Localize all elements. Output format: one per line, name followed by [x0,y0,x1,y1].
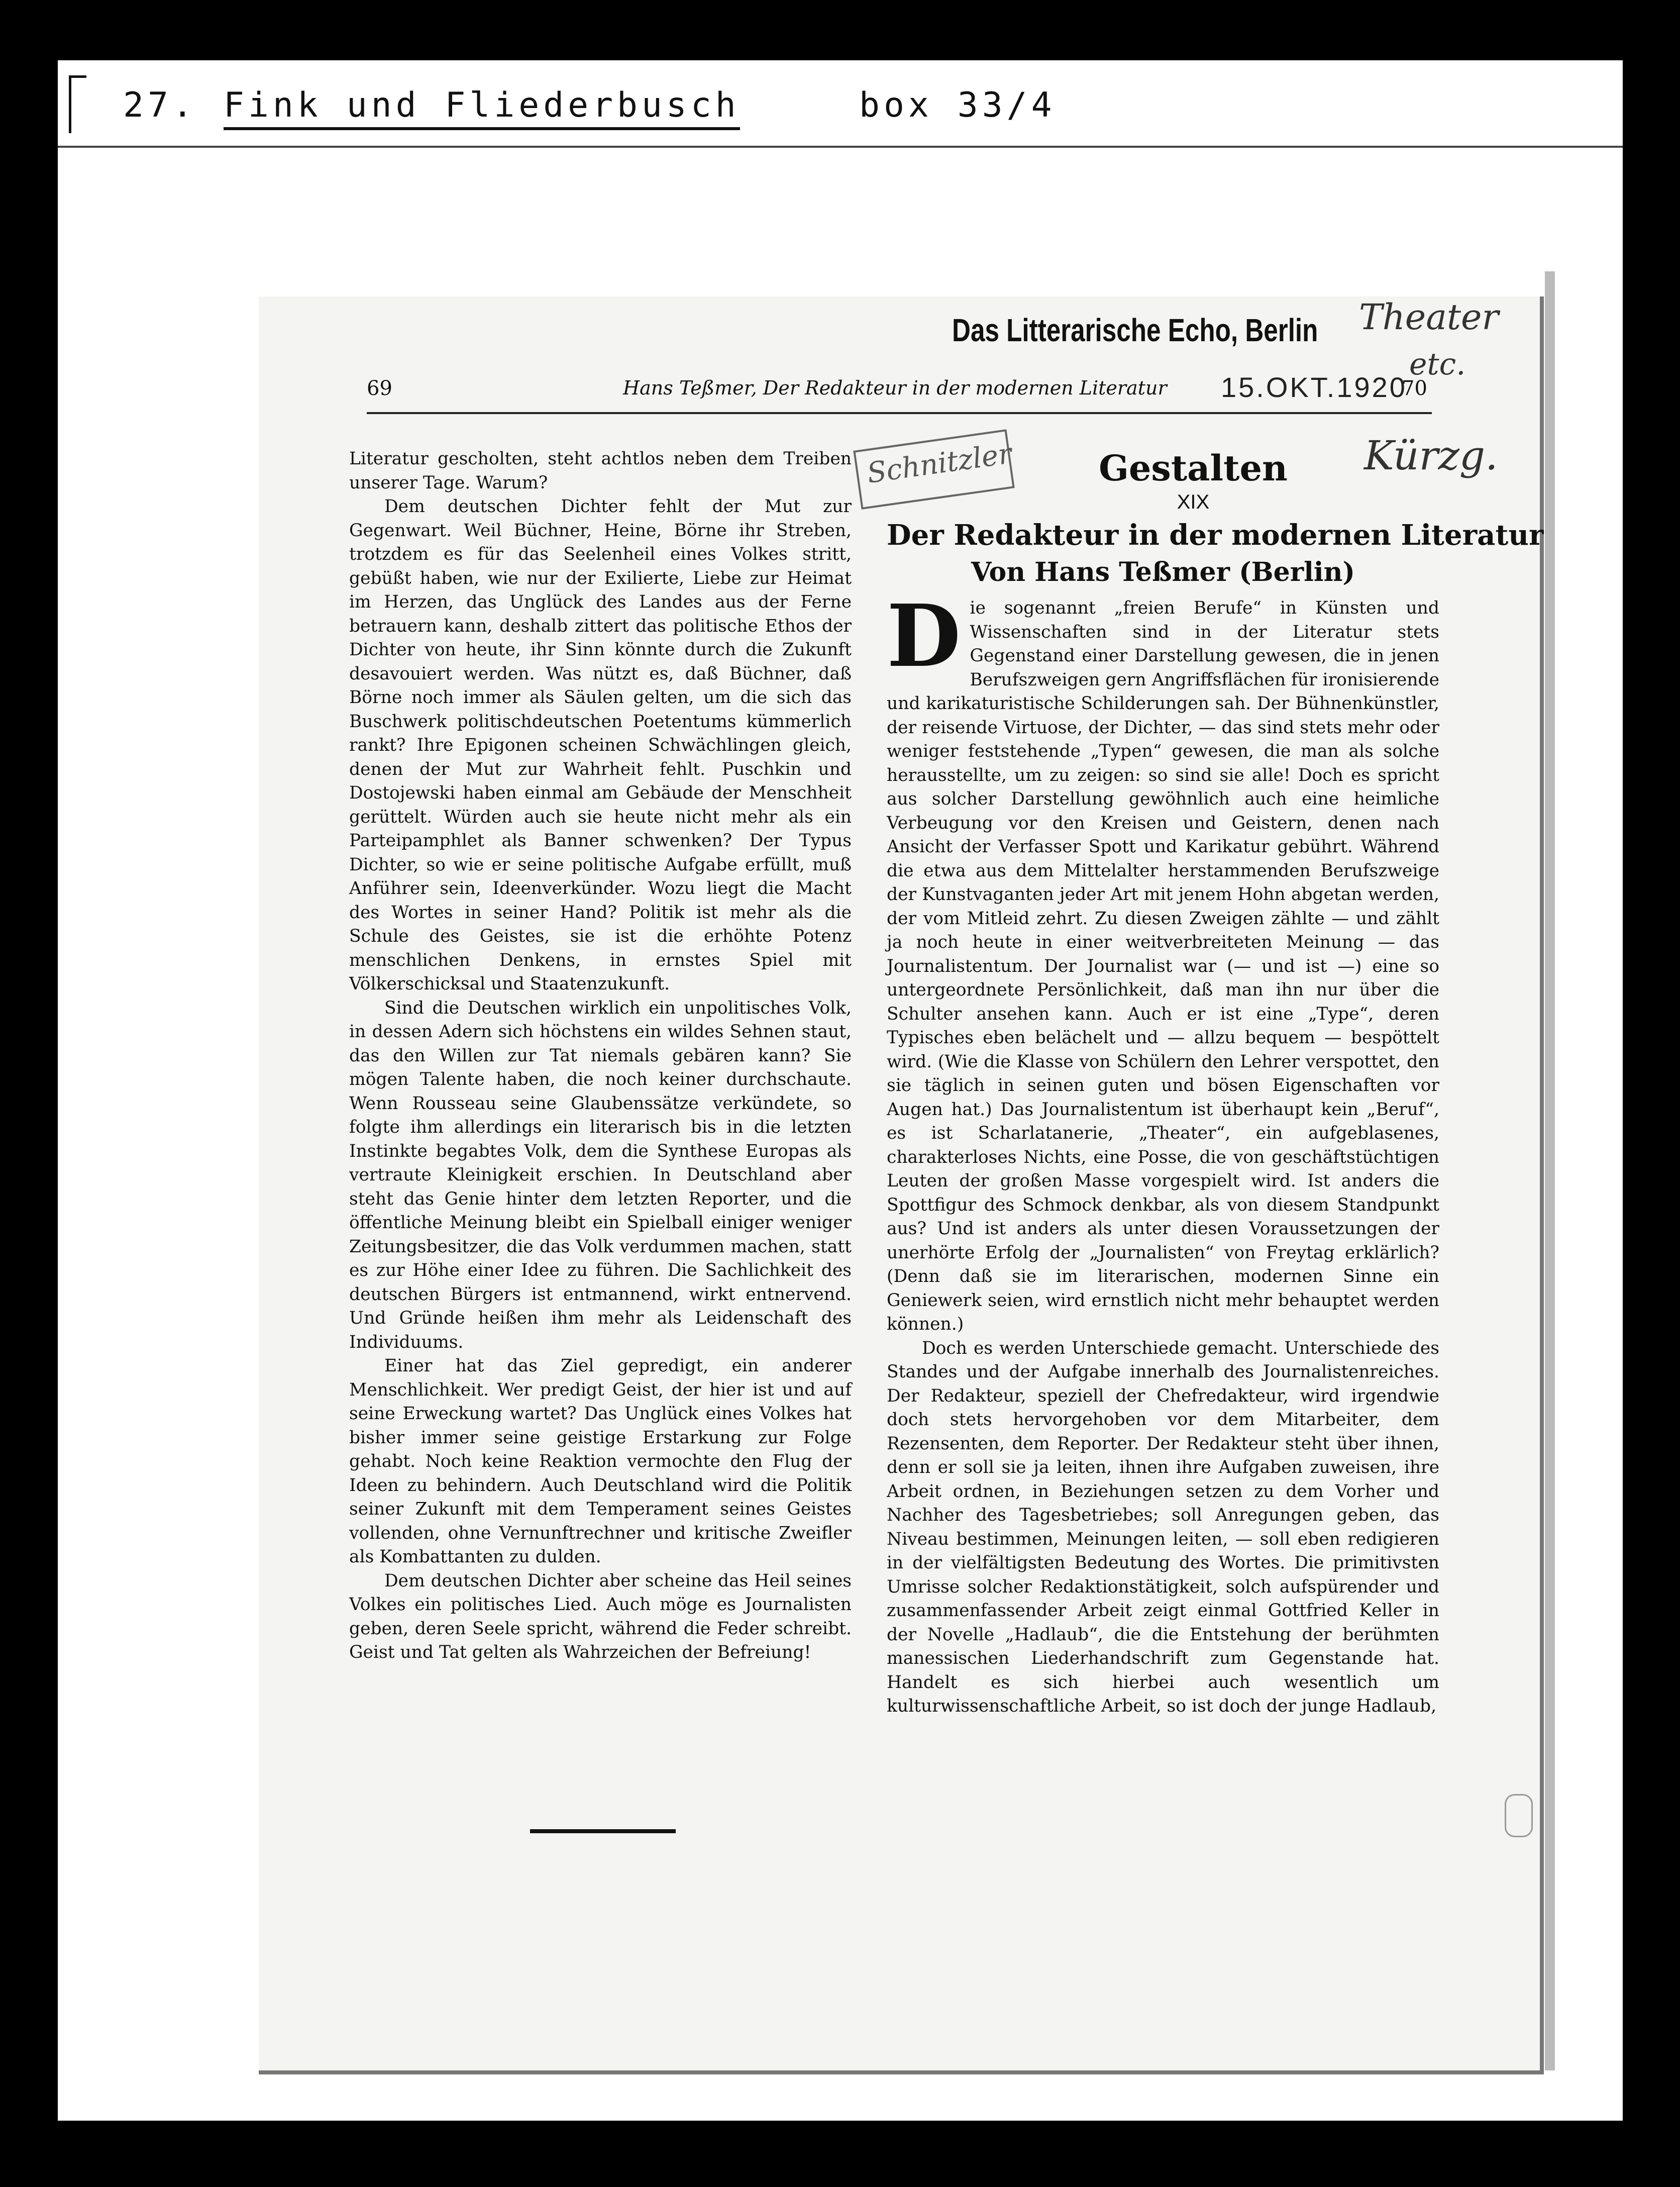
clipping-shadow [1545,271,1555,2070]
left-paragraph: Dem deutschen Dichter fehlt der Mut zur Gegenwart. Weil Büchner, Heine, Börne ihr Streben, trotzdem es für das Seelenheil eines Volkes stritt, gebüßt haben, wie nur der Exilierte, Liebe zur Heimat im Herzen, das Unglück des Landes aus der Ferne betrauern kann, deshalb zittert das politische Ethos der Dichter von heute, ihr Sinn könnte durch die Zukunft desavouiert werden. Was nützt es, daß Büchner, daß Börne noch immer als Säulen gelten, um die sich das Buschwerk politischdeutschen Poetentums kümmerlich rankt? Ihre Epigonen scheinen Schwächlingen gleich, denen der Mut zur Wahrheit fehlt. Puschkin und Dostojewski haben einmal am Gebäude der Menschheit gerüttelt. Würden auch sie heute nicht mehr als ein Parteipamphlet als Banner schwenken? Der Typus Dichter, so wie er seine politische Aufgabe erfüllt, muß Anführer sein, Ideenverkünder. Wozu liegt die Macht des Wortes in seiner Hand? Politik ist mehr als die Schule des Geistes, sie ist die erhöhte Potenz menschlichen Denkens, in ernstes Spiel mit Völkerschicksal und Staatenzukunft. [349,496,852,994]
label-number: 27. [123,85,197,125]
article-series: XIX [1177,491,1210,513]
page-number-right: 70 [1402,377,1427,400]
article-body [887,586,1439,1719]
handwritten-note: Kürzg. [1364,432,1498,479]
left-paragraph: Dem deutschen Dichter aber scheine das Heil seines Volkes ein politisches Lied. Auch möge es Journalisten geben, deren Seele spricht, während die Feder schreibt. Geist und Tat gelten als Wahrzeichen der Befreiung! [349,1570,852,1662]
right-paragraph: ie sogenannt „freien Berufe“ in Künsten und Wissenschaften sind in der Literatur stets Gegenstand einer Darstellung gewesen, die in jenen Berufszweigen gern Angriffsflächen für ironisierende und karikaturistische Schilderungen sah. Der Bühnenkünstler, der reisende Virtuose, der Dichter, — das sind stets mehr oder weniger feststehende „Typen“ gewesen, die man als solche herausstellte, um zu zeigen: so sind sie alle! Doch es spricht aus solcher Darstellung gewöhnlich auch eine heimliche Verbeugung vor den Kreisen und Geistern, denen nach Ansicht der Verfasser Spott und Karikatur gebührt. Während die etwa aus dem Mittelalter herstammenden Berufszweige der Kunstvaganten jeder Art mit jenem Hohn abgetan werden, der vom Mitleid zehrt. Zu diesen Zweigen zählte — und zählt ja noch heute in einer weitverbreiteten Meinung — das Journalistentum. Der Journalist war (— und ist —) eine so untergeordnete Persönlichkeit, daß man ihn nur über die Schulter ansehen kann. Auch er ist eine „Type“, deren Typisches eben belächelt und — allzu bequem — bespöttelt wird. (Wie die Klasse von Schülern den Lehrer verspottet, den sie täglich in seinen guten und bösen Eigenschaften vor Augen hat.) Das Journalistentum ist überhaupt kein „Beruf“, es ist Scharlatanerie, „Theater“, ein aufgeblasenes, charakterloses Nichts, eine Posse, die von geschäftstüchtigen Leuten der großen Masse vorgespielt wird. Ist anders die Spottfigur des Schmock denkbar, als von diesem Standpunkt aus? Und ist anders als unter diesen Voraussetzungen der unerhörte Erfolg der „Journalisten“ von Freytag erklärlich? (Denn daß sie im literarischen, modernen Sinne ein Geniewerk seien, wird ernstlich nicht mehr behauptet werden können.) [887,598,1439,1334]
archive-label [58,60,1623,148]
left-column [349,447,852,1665]
article-byline: Von Hans Teßmer (Berlin) [971,557,1355,587]
running-head [367,371,1432,414]
archive-sheet [58,60,1623,2121]
article-title: Gestalten [1099,447,1288,489]
right-paragraph: Doch es werden Unterschiede gemacht. Unterschiede des Standes und der Aufgabe innerhalb des Journalistenreiches. Der Redakteur, speziell der Chefredakteur, wird irgendwie doch stets hervorgehoben vor dem Mitarbeiter, dem Rezensenten, dem Reporter. Der Redakteur steht über ihnen, denn er soll sie ja leiten, ihnen ihre Aufgaben zuweisen, ihre Arbeit ordnen, in Beziehungen setzen zu dem Vorher und Nachher des Tagesbetriebes; soll Anregungen geben, das Niveau bestimmen, Meinungen leiten, — soll eben redigieren in der vielfältigsten Bedeutung des Wortes. Die primitivsten Umrisse solcher Redaktionstätigkeit, solch aufspürender und zusammenfassender Arbeit zeigt einmal Gottfried Keller in der Novelle „Hadlaub“, die die Entstehung der berühmten manessischen Liederhandschrift zum Gegenstande hat. Handelt es sich hierbei auch wesentlich um kulturwissenschaftliche Arbeit, so ist doch der junge Hadlaub, [887,1338,1439,1716]
left-paragraph: Einer hat das Ziel gepredigt, ein anderer Menschlichkeit. Wer predigt Geist, der hier ist und auf seine Erweckung wartet? Das Unglück eines Volkes hat bisher immer seine geistige Erstarkung zur Folge gehabt. Noch keine Reaktion vermochte den Flug der Ideen zu behindern. Auch Deutschland wird die Politik seiner Zukunft mit dem Temperament seines Geistes vollenden, ohne Vernunftrechner und kritische Zweifler als Kombattanten zu dulden. [349,1356,852,1567]
handwritten-stamp: Schnitzler [865,437,1014,490]
end-rule [530,1829,676,1833]
margin-mark [1505,1794,1533,1837]
handwritten-note: etc. [1409,347,1466,382]
left-paragraph: Sind die Deutschen wirklich ein unpolitisches Volk, in dessen Adern sich höchstens ein wildes Sehnen staut, das den Willen zur Tat niemals gebären kann? Sie mögen Talente haben, die noch keiner durchschaute. Wenn Rousseau seine Glaubenssätze verkündete, so folgte ihm allerdings ein literarisch bis in die letzten Instinkte begabtes Volk, dem die Synthese Europas als vertraute Kleinigkeit erschien. In Deutschland aber steht das Genie hinter dem letzten Reporter, und die öffentliche Meinung bleibt ein Spielball einiger weniger Zeitungsbesitzer, die das Volk verdummen machen, statt es zur Höhe einer Idee zu führen. Die Sachlichkeit des deutschen Bürgers ist entmannend, wirkt entnervend. Und Gründe heißen ihm mehr als Leidenschaft des Individuums. [349,998,852,1352]
article-subtitle: Der Redakteur in der modernen Literatur [887,519,1544,552]
page-number-left: 69 [367,377,392,400]
label-bracket [69,75,86,133]
running-title: Hans Teßmer, Der Redakteur in der modernen Literatur [623,377,1167,399]
label-box: box 33/4 [859,85,1056,125]
newspaper-clipping [259,296,1544,2074]
handwritten-note: Theater [1359,296,1499,338]
masthead: Das Litterarische Echo, Berlin [952,312,1318,348]
drop-cap: D [887,586,961,686]
date-stamp: 15.OKT.1920 [1221,371,1407,403]
left-paragraph: Literatur gescholten, steht achtlos neben dem Treiben unserer Tage. Warum? [349,449,852,493]
label-title: Fink und Fliederbusch [224,85,740,130]
